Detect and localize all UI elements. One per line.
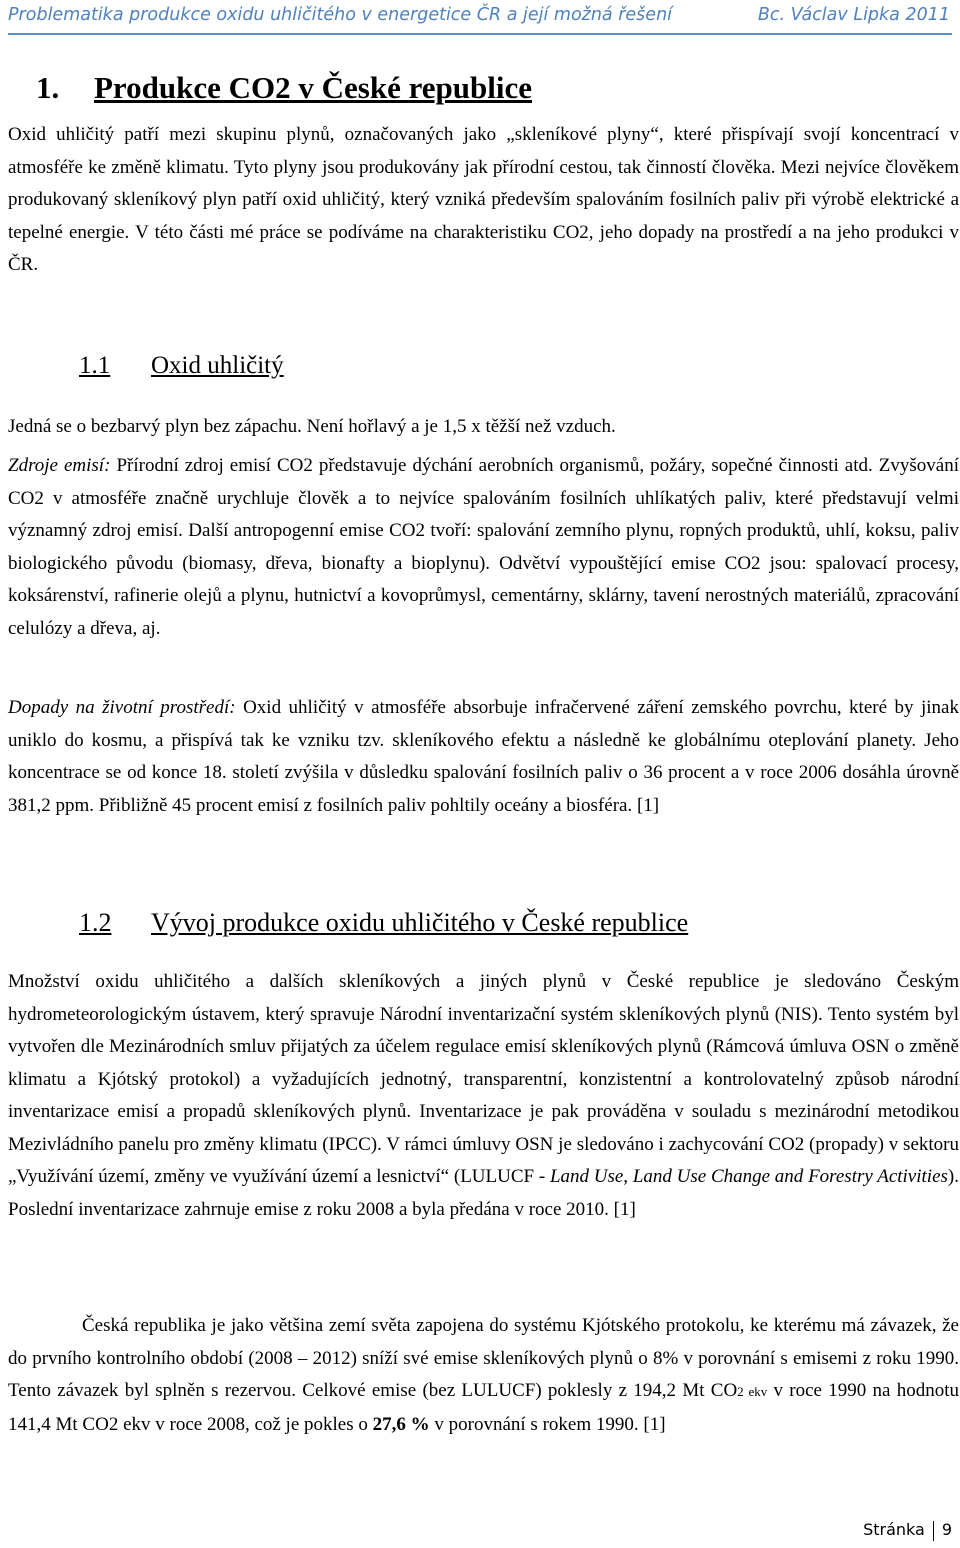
footer-page-label: Stránka: [863, 1520, 925, 1539]
text-decrease-percent: 27,6 %: [372, 1413, 430, 1435]
label-emission-sources: Zdroje emisí:: [8, 455, 111, 476]
heading-number: 1.2: [79, 908, 112, 937]
heading-title: Produkce CO2 v České republice: [94, 70, 533, 105]
text-kyoto-a: Česká republika je jako většina zemí světa zapojena do systému Kjótského protokolu, ke kterému má závazek, že do prvního kontrolního období (2008 – 2012) sníží své emise skleníkových plynů o 8% v porovnání s emisemi z roku 1990. Tento závazek byl splněn s rezervou. Celkové emise (bez LULUCF) poklesly z 194,2 Mt CO: [8, 1315, 959, 1401]
label-environmental-impact: Dopady na životní prostředí:: [8, 697, 236, 718]
heading-number: 1.1: [79, 352, 111, 379]
paragraph-kyoto: [8, 1310, 959, 1441]
text-kyoto-b: v roce 1990 na hodnotu 141,4 Mt CO2 ekv v roce 2008, což je pokles o: [8, 1380, 959, 1435]
text-emission-sources: Přírodní zdroj emisí CO2 představuje dýchání aerobních organismů, požáry, sopečné činnosti atd. Zvyšování CO2 v atmosféře značně urychluje člověk a to nejvíce spalováním fosilních uhlíkatých paliv, které představují velmi významný zdroj emisí. Další antropogenní emise CO2 tvoří: spalování zemního plynu, ropných produktů, uhlí, koksu, paliv biologického původu (biomasy, dřeva, bionafty a bioplynu). Odvětví vypouštějící emise CO2 jsou: spalovací procesy, koksárenství, rafinerie olejů a plynu, hutnictví a kovoprůmysl, cementárny, sklárny, tavení nerostných materiálů, zpracování celulózy a dřeva, aj.: [8, 455, 959, 639]
text-co2-subscript: 2 ekv: [737, 1384, 768, 1399]
paragraph-inventory: [8, 966, 959, 1226]
footer-page-number: 9: [941, 1520, 952, 1539]
heading-section-1-2: [79, 908, 688, 938]
paragraph-properties: Jedná se o bezbarvý plyn bez zápachu. Není hořlavý a je 1,5 x těžší než vzduch.: [8, 416, 616, 437]
paragraph-intro: Oxid uhličitý patří mezi skupinu plynů, označovaných jako „skleníkové plyny“, které přispívají svojí koncentrací v atmosféře ke změně klimatu. Tyto plyny jsou produkovány jak přírodní cestou, tak činností člověka. Mezi nejvíce člověkem produkovaný skleníkový plyn patří oxid uhličitý, který vzniká především spalováním fosilních paliv při výrobě elektrické a tepelné energie. V této části mé práce se podíváme na charakteristiku CO2, jeho dopady na prostředí a na jeho produkci v ČR.: [8, 124, 959, 275]
heading-section-1: [36, 70, 532, 106]
paragraph-environmental-impact: [8, 692, 959, 822]
header-author: Bc. Václav Lipka 2011: [757, 5, 950, 25]
text-inventory-a: Množství oxidu uhličitého a dalších skleníkových a jiných plynů v České republice je sledováno Českým hydrometeorologickým ústavem, který spravuje Národní inventarizační systém skleníkových plynů (NIS). Tento systém byl vytvořen dle Mezinárodních smluv přijatých za účelem regulace emisí skleníkových plynů (Rámcová úmluva OSN o změně klimatu a Kjótský protokol) a vyžadujících jednotný, transparentní, konzistentní a kontrolovatelný způsob národní inventarizace emisí a propadů skleníkových plynů. Inventarizace je pak prováděna v souladu s mezinárodní metodikou Mezivládního panelu pro změny klimatu (IPCC). V rámci úmluvy OSN je sledováno i zachycování CO2 (propady) v sektoru „Využívání území, změny ve využívání území a lesnictví“ (LULUCF -: [8, 971, 959, 1187]
heading-title: Oxid uhličitý: [151, 352, 284, 379]
heading-title: Vývoj produkce oxidu uhličitého v České republice: [151, 908, 689, 937]
header-title: Problematika produkce oxidu uhličitého v energetice ČR a její možná řešení: [8, 5, 673, 25]
heading-number: 1.: [36, 70, 60, 105]
text-kyoto-c: v porovnání s rokem 1990. [1]: [429, 1413, 666, 1435]
page-header: [8, 3, 952, 35]
footer-separator: [933, 1521, 934, 1541]
text-lulucf-expansion: Land Use, Land Use Change and Forestry Activities: [549, 1166, 948, 1187]
text-environmental-impact: Oxid uhličitý v atmosféře absorbuje infračervené záření zemského povrchu, které by jinak uniklo do kosmu, a přispívá tak ke vzniku tzv. skleníkového efektu a následně ke globálnímu oteplování planety. Jeho koncentrace se od konce 18. století zvýšila v důsledku spalování fosilních paliv o 36 procent a v roce 2006 dosáhla úrovně 381,2 ppm. Přibližně 45 procent emisí z fosilních paliv pohltily oceány a biosféra. [1]: [8, 697, 959, 816]
heading-section-1-1: [79, 352, 284, 380]
paragraph-emission-sources: [8, 450, 959, 645]
page-footer: [863, 1520, 952, 1541]
text-inventory-b: ). Poslední inventarizace zahrnuje emise z roku 2008 a byla předána v roce 2010. [1]: [8, 1166, 959, 1220]
